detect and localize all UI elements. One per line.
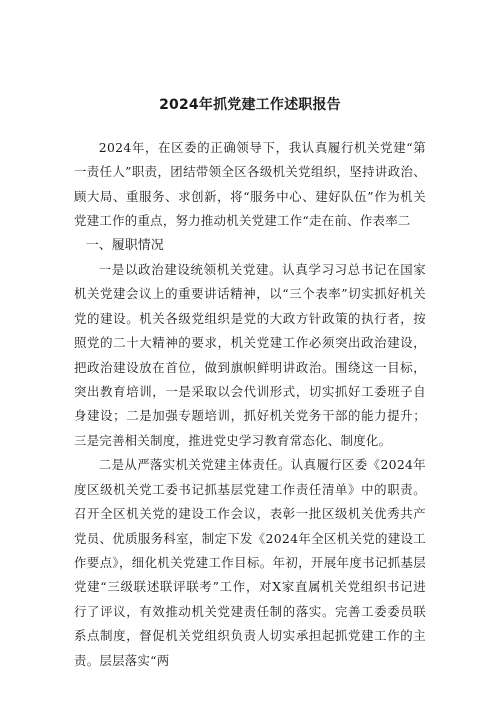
document-title: 2024年抓党建工作述职报告 xyxy=(159,97,341,113)
section-heading-performance: 一、履职情况 xyxy=(85,237,164,253)
document-body xyxy=(74,136,426,673)
paragraph-political-construction: 一是以政治建设统领机关党建。认真学习习总书记在国家机关党建会议上的重要讲话精神，以“三个表率”切实抓好机关党的建设。机关各级党组织是党的大政方针政策的执行者，按照党的二十大精神的要求，机关党建工作必须突出政治建设，把政治建设放在首位，做到旗帜鲜明讲政治。围绕这一目标，突出教育培训，一是采取以会代训形式，切实抓好工委班子自身建设；二是加强专题培训，抓好机关党务干部的能力提升；三是完善相关制度，推进党史学习教育常态化、制度化。 xyxy=(74,262,426,448)
intro-paragraph: 2024年，在区委的正确领导下，我认真履行机关党建“第一责任人”职责，团结带领全区各级机关党组织，坚持讲政治、顾大局、重服务、求创新，将“服务中心、建好队伍”作为机关党建工作的重点，努力推动机关党建工作“走在前、作表率二 xyxy=(74,140,426,229)
paragraph-responsibility: 二是从严落实机关党建主体责任。认真履行区委《2024年度区级机关党工委书记抓基层党建工作责任清单》中的职责。召开全区机关党的建设工作会议，表彰一批区级机关优秀共产党员、优质服务科室，制定下发《2024年全区机关党的建设工作要点》，细化机关党建工作目标。年初，开展年度书记抓基层党建“三级联述联评联考”工作，对X家直属机关党组织书记进行了评议，有效推动机关党建责任制的落实。完善工委委员联系点制度，督促机关党组织负责人切实承担起抓党建工作的主责。层层落实“两 xyxy=(74,457,426,668)
